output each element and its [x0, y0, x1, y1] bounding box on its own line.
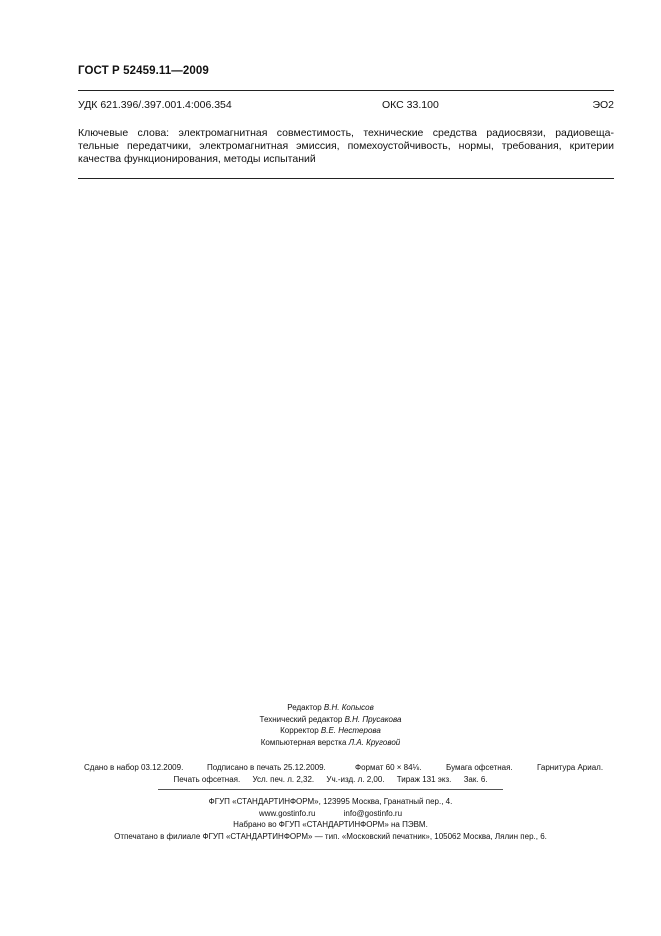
print-run: Тираж 131 экз. — [396, 775, 452, 784]
layout-line — [0, 737, 661, 749]
paper-type: Бумага офсетная. — [446, 763, 513, 772]
top-divider — [78, 90, 614, 91]
editor-label: Редактор — [287, 703, 322, 712]
organization-block — [0, 796, 661, 842]
tech-editor-name: В.Н. Прусакова — [344, 714, 402, 724]
oks-code: ОКС 33.100 — [382, 99, 439, 111]
keywords-block — [78, 127, 614, 167]
org-email: info@gostinfo.ru — [343, 808, 403, 818]
usl-sheets: Усл. печ. л. 2,32. — [252, 775, 315, 784]
corrector-line — [0, 725, 661, 737]
org-typeset: Набрано во ФГУП «СТАНДАРТИНФОРМ» на ПЭВМ. — [233, 820, 428, 829]
layout-label: Компьютерная верстка — [260, 737, 347, 747]
corrector-label: Корректор — [280, 726, 319, 735]
tech-editor-label: Технический редактор — [259, 714, 343, 724]
keywords-line: Ключевые слова: электромагнитная совместимость, технические средства радиосвязи, радиовеща- — [78, 127, 614, 139]
tech-editor-line — [0, 714, 661, 726]
keywords-divider — [78, 178, 614, 179]
typeface: Гарнитура Ариал. — [537, 763, 604, 772]
editor-name: В.Н. Копысов — [323, 703, 374, 712]
submitted-date: Сдано в набор 03.12.2009. — [84, 763, 184, 772]
keywords-line: качества функционирования, методы испытаний — [78, 153, 316, 166]
group-code: ЭО2 — [592, 99, 614, 111]
order-number: Зак. 6. — [463, 775, 488, 784]
publication-line-2 — [0, 775, 661, 784]
signed-date: Подписано в печать 25.12.2009. — [207, 763, 326, 772]
org-address: ФГУП «СТАНДАРТИНФОРМ», 123995 Москва, Гранатный пер., 4. — [208, 797, 453, 806]
udc-code: УДК 621.396/.397.001.4:006.354 — [78, 99, 232, 111]
document-code: ГОСТ Р 52459.11—2009 — [78, 65, 209, 77]
credits-block — [0, 702, 661, 748]
keywords-line: тельные передатчики, электромагнитная эмиссия, помехоустойчивость, нормы, требования, критерии — [78, 140, 614, 153]
paper-format: Формат 60 × 84⅛. — [355, 763, 422, 772]
print-type: Печать офсетная. — [173, 775, 241, 784]
editor-line — [0, 702, 661, 714]
imprint-divider — [158, 789, 503, 790]
layout-name: Л.А. Круговой — [348, 737, 401, 747]
org-website: www.gostinfo.ru — [258, 808, 316, 818]
uch-sheets: Уч.-изд. л. 2,00. — [326, 775, 385, 784]
org-contacts — [0, 808, 661, 820]
org-printed: Отпечатано в филиале ФГУП «СТАНДАРТИНФОРМ» — тип. «Московский печатник», 105062 Москва, Лялин пер., 6. — [114, 831, 547, 841]
corrector-name: В.Е. Нестерова — [320, 726, 381, 735]
